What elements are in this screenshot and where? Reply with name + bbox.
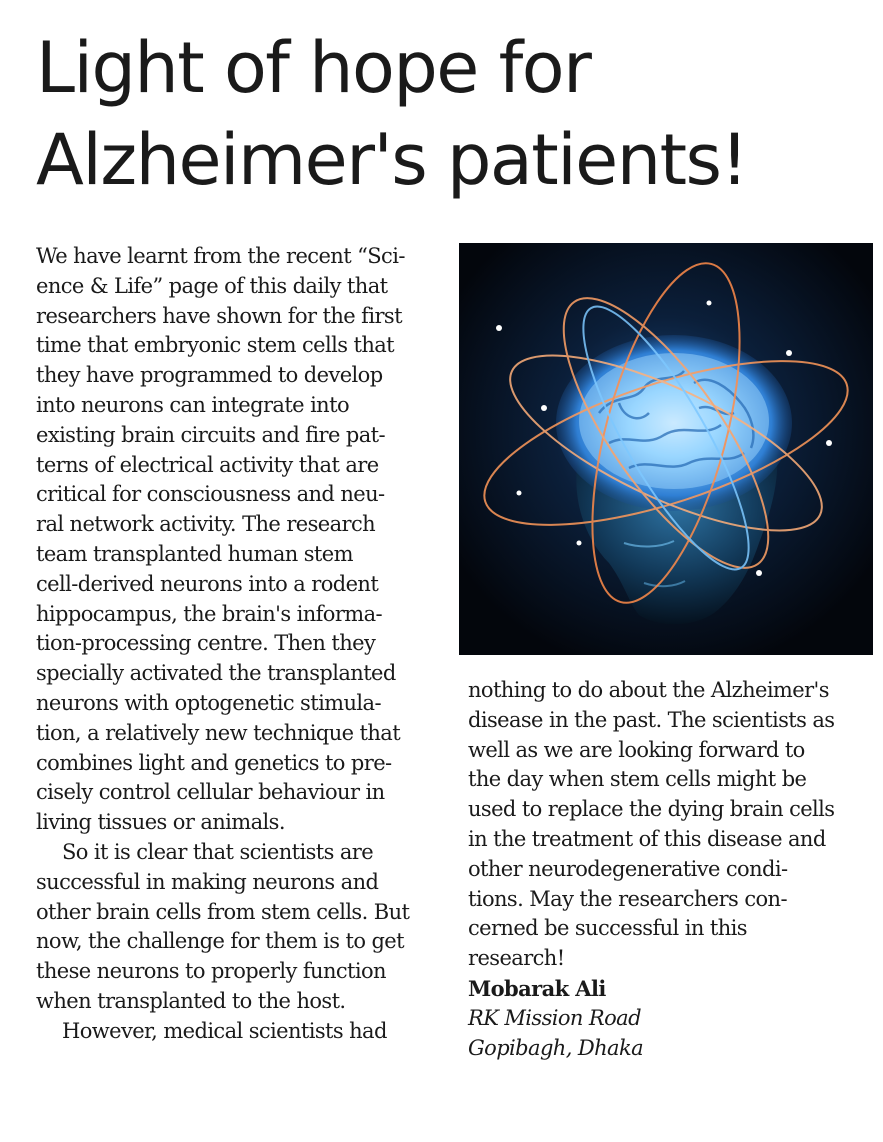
body-line: into neurons can integrate into xyxy=(36,392,349,417)
body-line: tions. May the researchers con- xyxy=(468,886,787,911)
body-line: living tissues or animals. xyxy=(36,810,285,835)
author-address-line-2: Gopibagh, Dhaka xyxy=(468,1035,643,1060)
body-line: successful in making neurons and xyxy=(36,869,379,894)
author-name: Mobarak Ali xyxy=(468,975,606,1001)
headline-line-1: Light of hope for xyxy=(36,27,591,109)
body-line: these neurons to properly function xyxy=(36,959,386,984)
body-line: terns of electrical activity that are xyxy=(36,452,379,477)
body-line: the day when stem cells might be xyxy=(468,767,807,792)
body-line: hippocampus, the brain's informa- xyxy=(36,601,383,626)
paragraph-start-line: However, medical scientists had xyxy=(62,1018,387,1043)
body-line: now, the challenge for them is to get xyxy=(36,929,404,954)
body-line: well as we are looking forward to xyxy=(468,737,805,762)
body-line: cell-derived neurons into a rodent xyxy=(36,571,379,596)
body-line: tion-processing centre. Then they xyxy=(36,631,376,656)
body-line: ence & Life” page of this daily that xyxy=(36,273,388,298)
body-line: cisely control cellular behaviour in xyxy=(36,780,385,805)
body-line: when transplanted to the host. xyxy=(36,988,346,1013)
body-line: existing brain circuits and fire pat- xyxy=(36,422,385,447)
headline xyxy=(36,22,876,206)
body-line: time that embryonic stem cells that xyxy=(36,333,395,358)
body-line: neurons with optogenetic stimula- xyxy=(36,690,381,715)
body-line: ral network activity. The research xyxy=(36,512,376,537)
article-right-column xyxy=(468,676,873,1063)
body-line: researchers have shown for the first xyxy=(36,303,402,328)
body-line: nothing to do about the Alzheimer's xyxy=(468,678,829,702)
article-left-column xyxy=(36,242,436,1047)
body-line: team transplanted human stem xyxy=(36,541,353,566)
body-line: combines light and genetics to pre- xyxy=(36,750,392,775)
body-line: other neurodegenerative condi- xyxy=(468,856,788,881)
body-line: specially activated the transplanted xyxy=(36,661,396,686)
body-line: tion, a relatively new technique that xyxy=(36,720,401,745)
author-address-line-1: RK Mission Road xyxy=(468,1005,641,1030)
body-line: other brain cells from stem cells. But xyxy=(36,899,410,924)
body-line: used to replace the dying brain cells xyxy=(468,797,835,822)
body-line: they have programmed to develop xyxy=(36,363,383,388)
body-line: cerned be successful in this xyxy=(468,916,747,941)
body-line: in the treatment of this disease and xyxy=(468,826,826,851)
glowing-brain-icon xyxy=(459,243,873,655)
body-line: critical for consciousness and neu- xyxy=(36,482,385,507)
headline-line-2: Alzheimer's patients! xyxy=(36,119,748,201)
body-line: research! xyxy=(468,946,565,971)
brain-illustration xyxy=(459,243,873,655)
body-line: We have learnt from the recent “Sci- xyxy=(36,244,405,268)
paragraph-start-line: So it is clear that scientists are xyxy=(62,839,374,864)
body-line: disease in the past. The scientists as xyxy=(468,707,835,732)
